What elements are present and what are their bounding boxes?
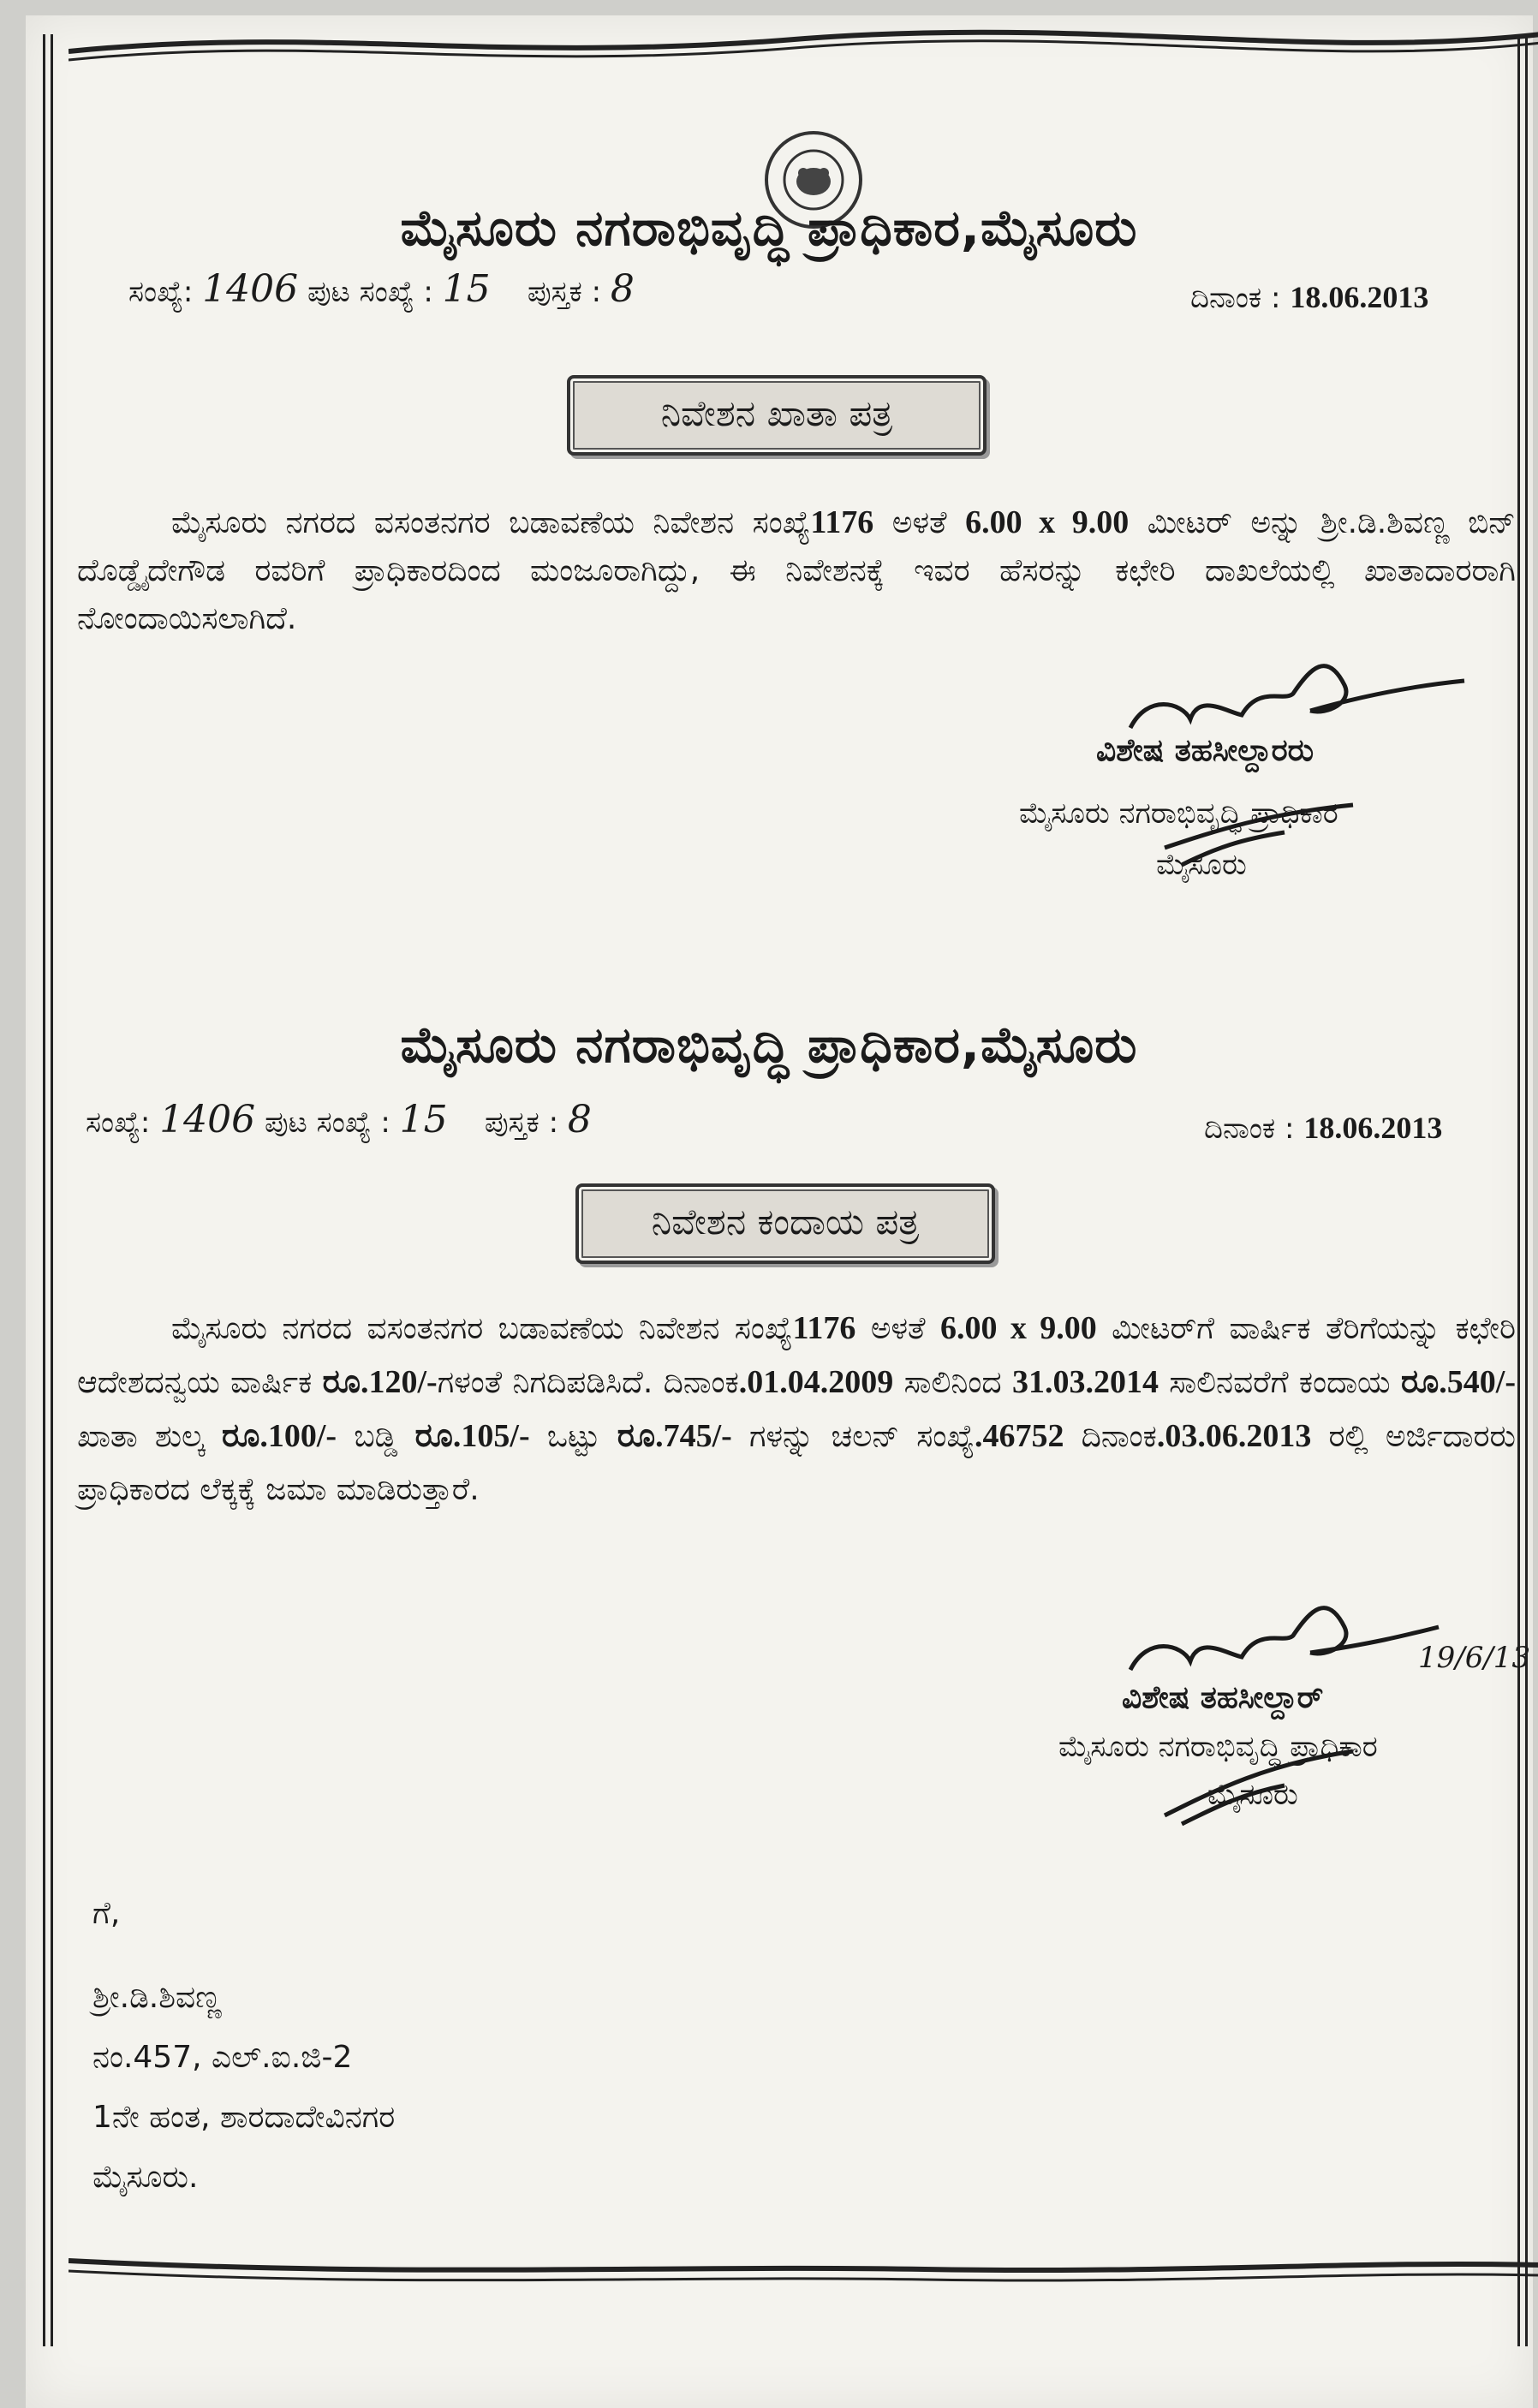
section1-sign-title: ವಿಶೇಷ ತಹಸೀಲ್ದಾರರು — [1096, 733, 1314, 768]
ref-label: ಸಂಖ್ಯೆ: — [128, 275, 194, 309]
dimension: 6.00 x 9.00 — [939, 1310, 1097, 1346]
text: ಮೈಸೂರು ನಗರದ ವಸಂತನಗರ ಬಡಾವಣೆಯ ನಿವೇಶನ ಸಂಖ್ಯೆ — [171, 1311, 793, 1346]
text: ರಲ್ಲಿ ಅರ್ಜಿದಾರರು ಪ್ರಾಧಿಕಾರದ ಲೆಕ್ಕಕ್ಕೆ ಜಮಾ ಮಾಡಿರುತ್ತಾರೆ. — [77, 1419, 1517, 1507]
section2-sign-org: ಮೈಸೂರು ನಗರಾಭಿವೃದ್ಧಿ ಪ್ರಾಧಿಕಾರ — [1058, 1730, 1378, 1764]
page-label: ಪುಟ ಸಂಖ್ಯೆ : — [264, 1106, 390, 1140]
text: ಅಳತೆ — [870, 1311, 926, 1346]
date-value: 18.06.2013 — [1303, 1111, 1443, 1145]
section1-date — [1190, 279, 1428, 315]
text: ಬಡ್ಡಿ — [354, 1419, 398, 1454]
date-value: 18.06.2013 — [1290, 280, 1429, 314]
section1-khata-title-box — [567, 375, 987, 456]
page-label: ಪುಟ ಸಂಖ್ಯೆ : — [307, 275, 433, 309]
site-number: 1176 — [792, 1310, 856, 1346]
section1-reference-line — [128, 267, 635, 311]
from-date: .01.04.2009 — [738, 1364, 894, 1400]
text: ಖಾತಾ ಶುಲ್ಕ — [77, 1419, 205, 1454]
right-border — [1517, 34, 1528, 2346]
section2-revenue-title-box — [575, 1183, 995, 1264]
ref-number: 1406 — [159, 1098, 256, 1141]
site-number: 1176 — [810, 504, 874, 540]
page-number: 15 — [399, 1098, 448, 1141]
challan-date: .03.06.2013 — [1156, 1418, 1312, 1454]
book-label: ಪುಸ್ತಕ : — [527, 275, 602, 309]
section2-sign-city: ಮೈಸೂರು — [1207, 1778, 1298, 1812]
khata-fee: ರೂ.100/- — [222, 1418, 337, 1454]
text: ಗಳನ್ನು ಚಲನ್ ಸಂಖ್ಯೆ — [749, 1419, 975, 1454]
text: ಮೀಟರ್‌ಗೆ ವಾರ್ಷಿಕ ತೆರಿಗೆಯನ್ನು ಕಛೇರಿ ಆದೇಶದನ್ವಯ ವಾರ್ಷಿಕ — [77, 1311, 1517, 1400]
recipient-address — [92, 1884, 395, 2208]
text: ಒಟ್ಟು — [546, 1419, 600, 1454]
text: ಸಾಲಿನವರೆಗೆ ಕಂದಾಯ — [1169, 1365, 1391, 1400]
book-number: 8 — [567, 1098, 592, 1141]
book-label: ಪುಸ್ತಕ : — [484, 1106, 559, 1140]
address-line1: ನಂ.457, ಎಲ್.ಐ.ಜಿ-2 — [92, 2040, 353, 2075]
ref-label: ಸಂಖ್ಯೆ: — [86, 1106, 151, 1140]
section1-authority-heading: ಮೈಸೂರು ನಗರಾಭಿವೃದ್ಧಿ ಪ್ರಾಧಿಕಾರ,ಮೈಸೂರು — [400, 199, 1138, 257]
address-line3: ಮೈಸೂರು. — [92, 2160, 199, 2195]
text: ಅಳತೆ — [891, 505, 947, 540]
section2-authority-heading: ಮೈಸೂರು ನಗರಾಭಿವೃದ್ಧಿ ಪ್ರಾಧಿಕಾರ,ಮೈಸೂರು — [400, 1016, 1138, 1074]
box-title: ನಿವೇಶನ ಕಂದಾಯ ಪತ್ರ — [651, 1201, 920, 1243]
text: ಮೀಟರ್ ಅನ್ನು ಶ್ರೀ.ಡಿ.ಶಿವಣ್ಣ ಬಿನ್ ದೊಡ್ಡೈದೇಗೌಡ ರವರಿಗೆ ಪ್ರಾಧಿಕಾರದಿಂದ ಮಂಜೂರಾಗಿದ್ದು, ಈ ನಿವೇಶನಕ್ಕೆ ಇವರ ಹೆಸರನ್ನು ಕಛೇರಿ ದಾಖಲೆಯಲ್ಲಿ ಖಾತಾದಾರರಾಗಿ ನೋಂದಾಯಿಸಲಾಗಿದೆ. — [77, 505, 1516, 636]
section1-paragraph — [77, 498, 1516, 643]
text: ಮೈಸೂರು ನಗರದ ವಸಂತನಗರ ಬಡಾವಣೆಯ ನಿವೇಶನ ಸಂಖ್ಯೆ — [171, 505, 811, 540]
text: ಗಳಂತೆ ನಿಗದಿಪಡಿಸಿದೆ. ದಿನಾಂಕ — [437, 1365, 739, 1400]
section1-sign-org: ಮೈಸೂರು ನಗರಾಭಿವೃದ್ಧಿ ಪ್ರಾಧಿಕಾರ — [1019, 796, 1338, 831]
section2-date — [1204, 1110, 1442, 1146]
section2-sign-date: 19/6/13 — [1418, 1641, 1531, 1675]
page-number: 15 — [442, 267, 491, 311]
challan-number: .46752 — [974, 1418, 1064, 1454]
dimension: 6.00 x 9.00 — [965, 504, 1130, 540]
top-wavy-border — [69, 17, 1538, 69]
address-to: ಗೆ, — [92, 1896, 121, 1931]
address-name: ಶ್ರೀ.ಡಿ.ಶಿವಣ್ಣ — [92, 1980, 222, 2015]
ref-number: 1406 — [202, 267, 299, 311]
left-border — [43, 34, 53, 2346]
section1-sign-city: ಮೈಸೂರು — [1156, 848, 1247, 882]
date-label: ದಿನಾಂಕ : — [1190, 281, 1281, 315]
annual-tax: ರೂ.120/- — [322, 1364, 438, 1400]
section2-reference-line — [86, 1098, 592, 1141]
text: ಸಾಲಿನಿಂದ — [903, 1365, 1002, 1400]
section2-paragraph — [77, 1302, 1516, 1517]
box-title: ನಿವೇಶನ ಖಾತಾ ಪತ್ರ — [660, 392, 893, 434]
bottom-wavy-border — [69, 2226, 1538, 2304]
tax-amount: ರೂ.540/- — [1400, 1364, 1516, 1400]
address-line2: 1ನೇ ಹಂತ, ಶಾರದಾದೇವಿನಗರ — [92, 2100, 396, 2135]
book-number: 8 — [610, 267, 635, 311]
to-date: 31.03.2014 — [1011, 1364, 1159, 1400]
text: ದಿನಾಂಕ — [1081, 1419, 1157, 1454]
section2-sign-title: ವಿಶೇಷ ತಹಸೀಲ್ದಾರ್ — [1122, 1680, 1324, 1715]
total-amount: ರೂ.745/- — [617, 1418, 732, 1454]
interest-amount: ರೂ.105/- — [414, 1418, 530, 1454]
date-label: ದಿನಾಂಕ : — [1204, 1112, 1295, 1146]
